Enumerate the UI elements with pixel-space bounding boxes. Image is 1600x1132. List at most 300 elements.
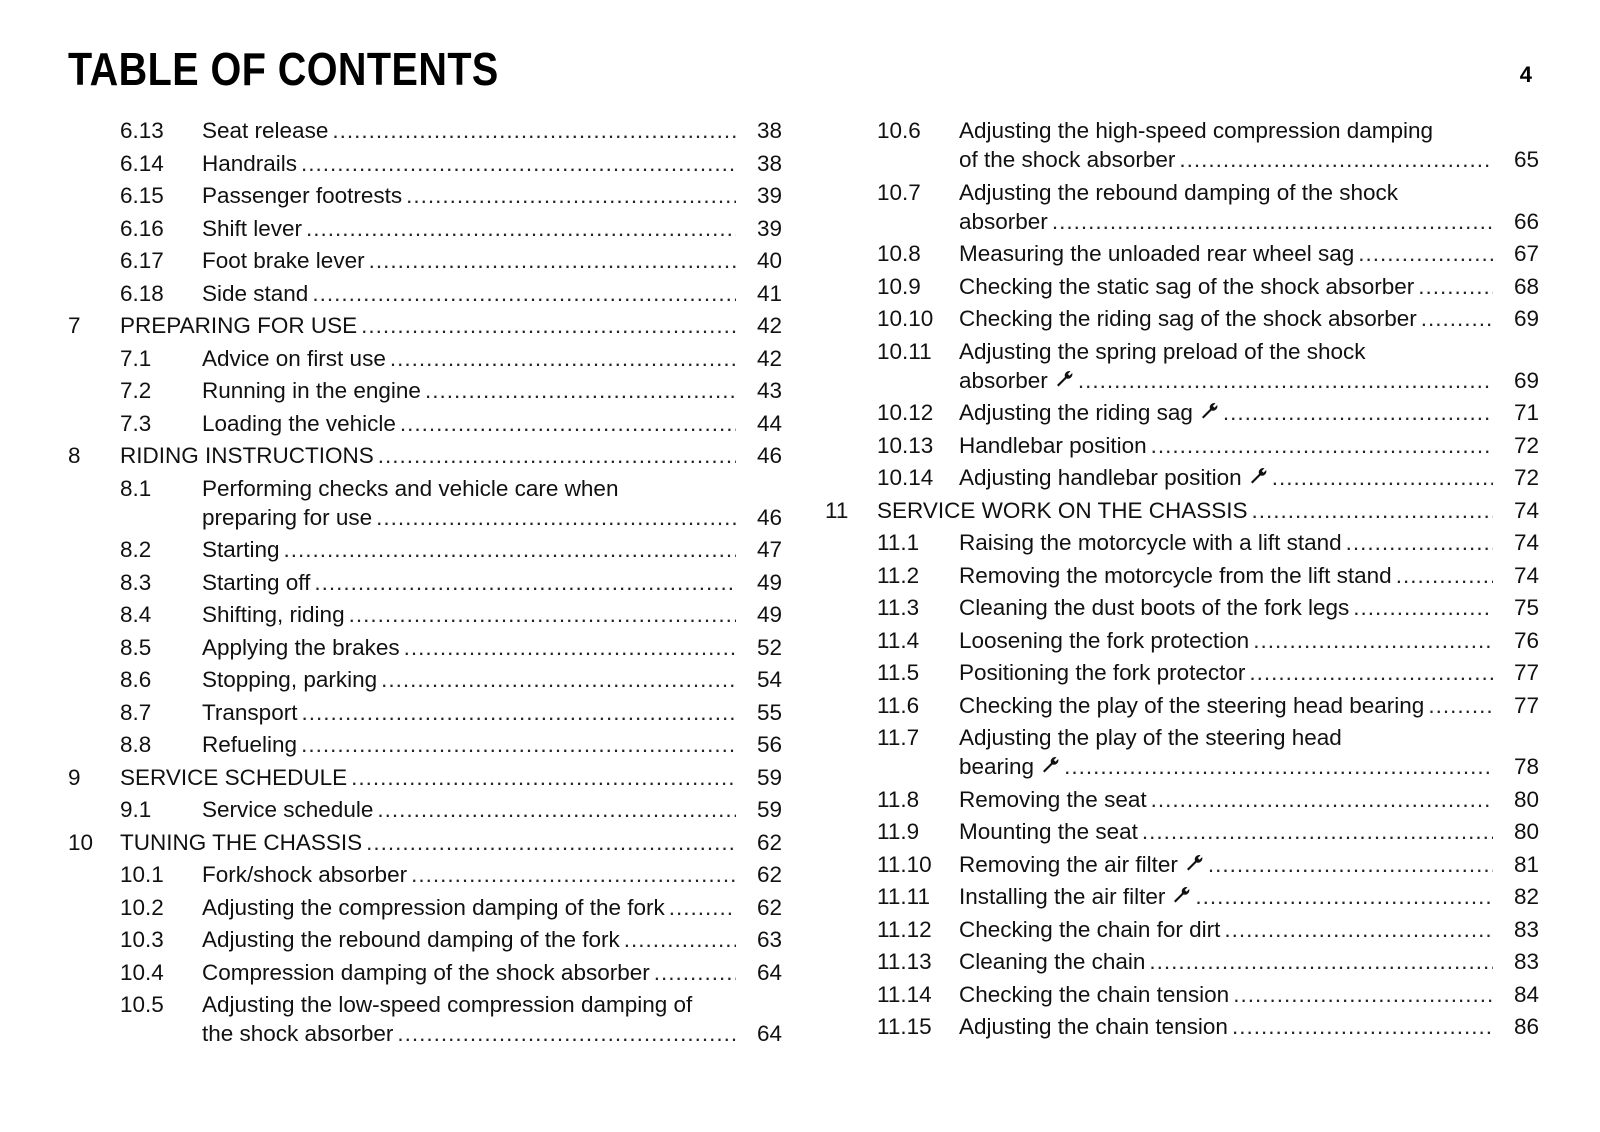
toc-page-number: 41 (756, 280, 782, 306)
toc-entry[interactable] (825, 178, 1539, 236)
dot-leader (301, 149, 736, 178)
toc-page-number: 42 (756, 345, 782, 371)
toc-body (959, 882, 1539, 911)
toc-page-number: 71 (1513, 400, 1539, 425)
toc-line (120, 441, 782, 470)
toc-number: 11.3 (877, 595, 920, 620)
toc-entry[interactable] (825, 239, 1539, 268)
toc-body (959, 980, 1539, 1009)
toc-line (120, 828, 782, 857)
dot-leader (425, 376, 736, 405)
dot-leader (1208, 850, 1493, 879)
toc-title-line: Adjusting the spring preload of the shock (959, 338, 1366, 364)
dot-leader (397, 1019, 736, 1048)
toc-title: Adjusting the riding sag (959, 400, 1193, 425)
toc-body (120, 828, 782, 857)
toc-entry[interactable] (825, 850, 1539, 879)
toc-number: 6.18 (120, 280, 164, 306)
toc-line (202, 958, 782, 987)
toc-page-number: 84 (1513, 981, 1539, 1007)
toc-title: Transport (202, 699, 298, 725)
toc-number: 11.9 (877, 819, 920, 844)
dot-leader (378, 441, 736, 470)
toc-line (959, 207, 1539, 236)
toc-number: 10.7 (877, 179, 921, 205)
toc-title: Seat release (202, 118, 329, 143)
toc-page-number: 69 (1513, 367, 1539, 393)
toc-line (959, 145, 1539, 174)
toc-page-number: 67 (1513, 241, 1539, 266)
toc-title-line: Adjusting the rebound damping of the shock (959, 179, 1399, 205)
toc-entry[interactable] (825, 272, 1539, 301)
toc-entry[interactable] (825, 337, 1539, 395)
toc-number: 8.2 (120, 537, 152, 562)
toc-body (120, 763, 782, 792)
toc-title: Adjusting handlebar position (959, 465, 1242, 490)
toc-page-number: 64 (756, 1021, 782, 1046)
toc-body (202, 665, 782, 694)
toc-line (959, 239, 1539, 268)
toc-title: Starting (202, 537, 280, 562)
toc-entry[interactable] (825, 723, 1539, 781)
toc-entry[interactable] (825, 1012, 1539, 1041)
dot-leader (1396, 561, 1493, 590)
dot-leader (312, 279, 736, 308)
toc-page-number: 72 (1513, 432, 1539, 458)
dot-leader (1428, 691, 1493, 720)
toc-line (959, 366, 1539, 395)
toc-line (959, 528, 1539, 557)
toc-page-number: 54 (756, 667, 782, 692)
toc-line (202, 214, 782, 243)
toc-number: 8.6 (120, 667, 152, 692)
toc-number: 8.1 (120, 475, 152, 501)
toc-body (959, 272, 1539, 301)
toc-page-number: 62 (756, 829, 782, 855)
toc-title: preparing for use (202, 504, 373, 530)
toc-line (959, 431, 1539, 460)
toc-title: Checking the chain tension (959, 981, 1230, 1007)
toc-line (959, 850, 1539, 879)
toc-number: 6.13 (120, 118, 164, 143)
toc-entry[interactable] (68, 568, 782, 597)
toc-title: Shifting, riding (202, 602, 345, 627)
toc-line (202, 568, 782, 597)
toc-line (202, 181, 782, 210)
toc-line (202, 344, 782, 373)
toc-number: 10.8 (877, 241, 921, 266)
toc-line (959, 752, 1539, 781)
dot-leader (624, 925, 736, 954)
toc-right-column (825, 116, 1539, 1045)
dot-leader (1064, 752, 1493, 781)
toc-number: 9 (68, 764, 81, 790)
toc-line (959, 980, 1539, 1009)
toc-title: Installing the air filter (959, 884, 1166, 909)
wrench-icon (1171, 882, 1191, 911)
toc-page-number: 46 (756, 504, 782, 530)
toc-number: 8.3 (120, 569, 152, 595)
toc-entry[interactable] (825, 116, 1539, 174)
toc-line (120, 763, 782, 792)
toc-title: SERVICE SCHEDULE (120, 764, 348, 790)
toc-line (959, 915, 1539, 944)
toc-page-number: 39 (756, 215, 782, 241)
toc-number: 10.1 (120, 862, 164, 887)
toc-title: Measuring the unloaded rear wheel sag (959, 241, 1355, 266)
toc-body (959, 304, 1539, 333)
toc-line (959, 398, 1539, 427)
toc-title: TUNING THE CHASSIS (120, 829, 363, 855)
toc-body (959, 915, 1539, 944)
toc-entry[interactable] (68, 376, 782, 405)
toc-body (202, 246, 782, 275)
toc-page-number: 83 (1513, 916, 1539, 942)
dot-leader (1149, 947, 1493, 976)
toc-entry[interactable] (68, 116, 782, 145)
toc-entry[interactable] (68, 344, 782, 373)
dot-leader (654, 958, 736, 987)
toc-number: 7 (68, 313, 81, 338)
toc-title: Checking the play of the steering head bearing (959, 692, 1425, 718)
toc-entry[interactable] (68, 633, 782, 662)
toc-entry[interactable] (68, 409, 782, 438)
toc-number: 11.10 (877, 851, 932, 877)
toc-number: 10.10 (877, 306, 934, 331)
toc-number: 10.14 (877, 465, 934, 490)
toc-title: Refueling (202, 732, 298, 757)
toc-line (959, 785, 1539, 814)
dot-leader (301, 698, 736, 727)
toc-body (202, 376, 782, 405)
dot-leader (377, 795, 736, 824)
toc-chapter[interactable] (68, 441, 782, 470)
toc-title: Starting off (202, 569, 311, 595)
toc-page-number: 82 (1513, 884, 1539, 909)
toc-body (202, 116, 782, 145)
toc-body (959, 561, 1539, 590)
toc-entry[interactable] (825, 528, 1539, 557)
toc-entry[interactable] (68, 925, 782, 954)
toc-line (202, 149, 782, 178)
toc-chapter[interactable] (68, 763, 782, 792)
toc-line (202, 860, 782, 889)
toc-chapter[interactable] (825, 496, 1539, 525)
toc-body (959, 658, 1539, 687)
dot-leader (1249, 658, 1493, 687)
toc-page-number: 74 (1513, 562, 1539, 588)
toc-title: Checking the chain for dirt (959, 916, 1221, 942)
dot-leader (1142, 817, 1493, 846)
toc-chapter[interactable] (68, 828, 782, 857)
toc-body (959, 723, 1539, 781)
toc-line (959, 593, 1539, 622)
toc-entry[interactable] (825, 304, 1539, 333)
dot-leader (1052, 207, 1493, 236)
toc-body (202, 344, 782, 373)
toc-entry[interactable] (68, 958, 782, 987)
toc-page-number: 74 (1513, 530, 1539, 555)
toc-line (202, 503, 782, 532)
toc-entry[interactable] (68, 181, 782, 210)
dot-leader (1195, 882, 1493, 911)
toc-title: Passenger footrests (202, 183, 403, 208)
toc-entry[interactable] (68, 795, 782, 824)
toc-title: absorber (959, 208, 1048, 234)
toc-title: bearing (959, 754, 1035, 779)
toc-title-line: Adjusting the high-speed compression damping (959, 118, 1434, 143)
dot-leader (366, 828, 736, 857)
toc-entry[interactable] (68, 860, 782, 889)
toc-body (202, 181, 782, 210)
toc-body (959, 398, 1539, 427)
toc-title: Loosening the fork protection (959, 627, 1250, 653)
toc-title: Cleaning the dust boots of the fork legs (959, 595, 1350, 620)
toc-line (959, 1012, 1539, 1041)
toc-body (959, 593, 1539, 622)
toc-number: 11.12 (877, 916, 932, 942)
toc-title: Loading the vehicle (202, 410, 396, 436)
toc-title: Cleaning the chain (959, 949, 1146, 974)
toc-line (202, 730, 782, 759)
dot-leader (381, 665, 736, 694)
toc-entry[interactable] (825, 658, 1539, 687)
toc-entry[interactable] (825, 431, 1539, 460)
toc-entry[interactable] (825, 882, 1539, 911)
toc-title: Adjusting the chain tension (959, 1014, 1228, 1039)
toc-page-number: 77 (1513, 692, 1539, 718)
toc-title: Stopping, parking (202, 667, 378, 692)
toc-number: 11.7 (877, 725, 920, 750)
toc-page-number: 62 (756, 894, 782, 920)
toc-line (202, 535, 782, 564)
toc-entry[interactable] (68, 279, 782, 308)
toc-entry[interactable] (68, 246, 782, 275)
toc-entry[interactable] (825, 398, 1539, 427)
toc-line (202, 1019, 782, 1048)
toc-page-number: 59 (756, 764, 782, 790)
toc-entry[interactable] (825, 980, 1539, 1009)
toc-body (202, 730, 782, 759)
toc-body (959, 691, 1539, 720)
toc-page-number: 72 (1513, 465, 1539, 490)
toc-entry[interactable] (825, 463, 1539, 492)
toc-number: 10.2 (120, 894, 164, 920)
dot-leader (400, 409, 736, 438)
toc-number: 11.11 (877, 884, 930, 909)
toc-line (959, 882, 1539, 911)
toc-body (202, 958, 782, 987)
toc-title: of the shock absorber (959, 147, 1176, 172)
toc-title: Positioning the fork protector (959, 660, 1246, 685)
toc-line (959, 463, 1539, 492)
toc-body (202, 990, 782, 1048)
toc-line (959, 947, 1539, 976)
toc-page-number: 56 (756, 732, 782, 757)
toc-body (959, 463, 1539, 492)
toc-body (959, 337, 1539, 395)
toc-page-number: 65 (1513, 147, 1539, 172)
toc-page-number: 46 (756, 443, 782, 468)
toc-body (959, 817, 1539, 846)
wrench-icon (1184, 850, 1204, 879)
toc-entry[interactable] (68, 698, 782, 727)
dot-leader (351, 763, 736, 792)
toc-page-number: 77 (1513, 660, 1539, 685)
dot-leader (1078, 366, 1493, 395)
toc-number: 11.4 (877, 627, 920, 653)
toc-line (120, 311, 782, 340)
toc-page-number: 38 (756, 118, 782, 143)
toc-entry[interactable] (68, 665, 782, 694)
toc-title-line: Adjusting the low-speed compression damping of (202, 992, 693, 1017)
toc-page-number: 47 (756, 537, 782, 562)
dot-leader (284, 535, 736, 564)
dot-leader (1233, 980, 1493, 1009)
toc-title: Shift lever (202, 215, 303, 241)
dot-leader (361, 311, 736, 340)
toc-body (959, 1012, 1539, 1041)
toc-line (202, 116, 782, 145)
dot-leader (349, 600, 736, 629)
dot-leader (1151, 785, 1493, 814)
toc-title: Raising the motorcycle with a lift stand (959, 530, 1342, 555)
toc-number: 11.6 (877, 692, 920, 718)
toc-line (959, 691, 1539, 720)
dot-leader (376, 503, 736, 532)
toc-body (959, 116, 1539, 174)
toc-entry[interactable] (68, 990, 782, 1048)
dot-leader (332, 116, 736, 145)
toc-page-number: 63 (756, 927, 782, 952)
toc-body (202, 474, 782, 532)
toc-entry[interactable] (68, 730, 782, 759)
toc-body (120, 311, 782, 340)
dot-leader (1151, 431, 1493, 460)
toc-entry[interactable] (68, 535, 782, 564)
toc-page-number: 78 (1513, 754, 1539, 779)
toc-page-number: 86 (1513, 1014, 1539, 1039)
toc-title: Compression damping of the shock absorber (202, 959, 650, 985)
toc-body (202, 860, 782, 889)
toc-body (959, 626, 1539, 655)
toc-line (202, 600, 782, 629)
toc-entry[interactable] (68, 149, 782, 178)
toc-number: 11.13 (877, 949, 932, 974)
toc-title: Removing the motorcycle from the lift stand (959, 562, 1392, 588)
toc-entry[interactable] (68, 600, 782, 629)
toc-line (202, 409, 782, 438)
toc-number: 8.8 (120, 732, 152, 757)
toc-entry[interactable] (825, 785, 1539, 814)
toc-title: Removing the air filter (959, 851, 1178, 877)
toc-entry[interactable] (68, 893, 782, 922)
toc-line (202, 279, 782, 308)
toc-line (202, 376, 782, 405)
toc-body (202, 568, 782, 597)
toc-body (202, 925, 782, 954)
toc-body (959, 947, 1539, 976)
toc-entry[interactable] (825, 947, 1539, 976)
toc-number: 10.13 (877, 432, 934, 458)
toc-body (202, 698, 782, 727)
dot-leader (404, 633, 736, 662)
toc-number: 11.2 (877, 562, 920, 588)
toc-number: 11.14 (877, 981, 932, 1007)
toc-body (202, 214, 782, 243)
toc-title: absorber (959, 367, 1048, 393)
toc-page-number: 44 (756, 410, 782, 436)
toc-chapter[interactable] (68, 311, 782, 340)
toc-entry[interactable] (825, 817, 1539, 846)
toc-body (202, 149, 782, 178)
toc-title: Handlebar position (959, 432, 1147, 458)
toc-entry[interactable] (68, 474, 782, 532)
toc-title: Adjusting the compression damping of the fork (202, 894, 665, 920)
toc-page-number: 40 (756, 248, 782, 273)
toc-number: 8.4 (120, 602, 152, 627)
toc-number: 8 (68, 443, 81, 468)
toc-title: Handrails (202, 150, 298, 176)
toc-line (202, 795, 782, 824)
toc-entry[interactable] (825, 593, 1539, 622)
toc-number: 8.5 (120, 634, 152, 660)
toc-body (959, 431, 1539, 460)
toc-body (959, 528, 1539, 557)
dot-leader (411, 860, 736, 889)
toc-entry[interactable] (825, 691, 1539, 720)
toc-page-number: 74 (1513, 497, 1539, 523)
toc-title-line: Performing checks and vehicle care when (202, 475, 619, 501)
toc-page-number: 80 (1513, 819, 1539, 844)
toc-body (959, 785, 1539, 814)
toc-number: 6.14 (120, 150, 164, 176)
toc-page-number: 80 (1513, 786, 1539, 812)
toc-page-number: 64 (756, 959, 782, 985)
toc-line (877, 496, 1539, 525)
toc-number: 11 (825, 497, 849, 523)
toc-line (959, 304, 1539, 333)
dot-leader (301, 730, 736, 759)
toc-entry[interactable] (825, 626, 1539, 655)
toc-entry[interactable] (825, 915, 1539, 944)
toc-title-line: Adjusting the play of the steering head (959, 725, 1342, 750)
toc-title: Removing the seat (959, 786, 1147, 812)
toc-number: 6.15 (120, 183, 164, 208)
toc-body (202, 633, 782, 662)
toc-line (959, 658, 1539, 687)
dot-leader (314, 568, 736, 597)
toc-title: the shock absorber (202, 1021, 394, 1046)
dot-leader (406, 181, 736, 210)
toc-line (959, 626, 1539, 655)
toc-title: Running in the engine (202, 378, 421, 403)
toc-body (959, 178, 1539, 236)
toc-page-number: 49 (756, 569, 782, 595)
toc-body (202, 893, 782, 922)
toc-page-number: 49 (756, 602, 782, 627)
toc-page-number: 39 (756, 183, 782, 208)
toc-entry[interactable] (825, 561, 1539, 590)
toc-number: 7.3 (120, 410, 152, 436)
toc-title: RIDING INSTRUCTIONS (120, 443, 374, 468)
toc-page-number: 42 (756, 313, 782, 338)
toc-entry[interactable] (68, 214, 782, 243)
toc-body (120, 441, 782, 470)
toc-number: 10.12 (877, 400, 934, 425)
toc-body (959, 239, 1539, 268)
toc-number: 9.1 (120, 797, 152, 822)
